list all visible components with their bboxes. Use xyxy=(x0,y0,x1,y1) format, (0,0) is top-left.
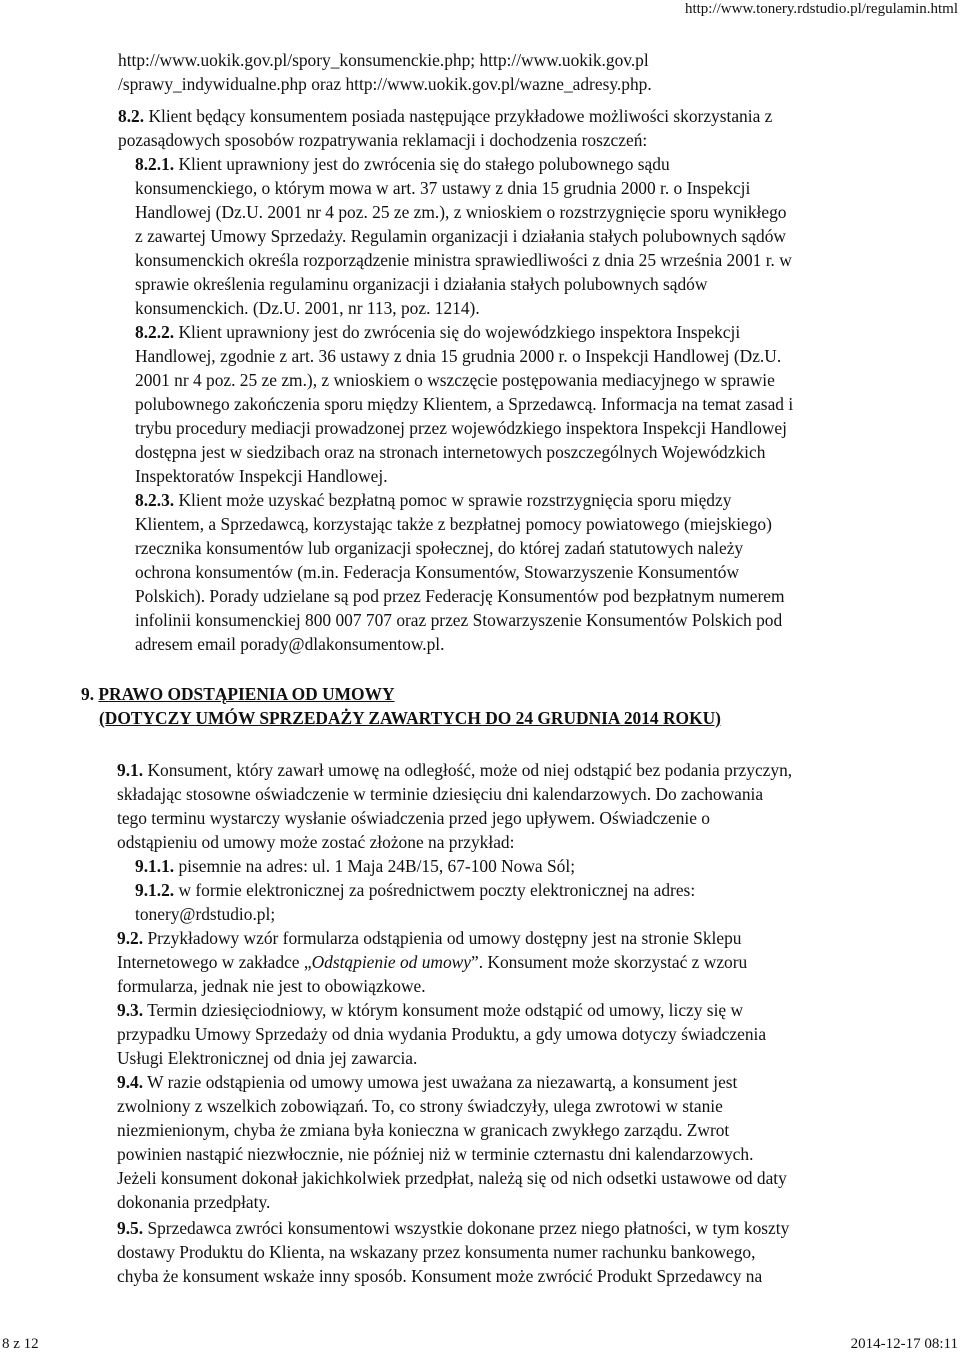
line-text: chyba że konsument wskaże inny sposób. Konsument może zwrócić Produkt Sprzedawcy na xyxy=(117,1266,763,1286)
clause-number: 9.2. xyxy=(117,928,144,948)
clause-number: 9.5. xyxy=(117,1218,144,1238)
text-line xyxy=(117,1142,753,1166)
text-line xyxy=(118,128,647,152)
line-text: Polskich). Porady udzielane są pod przez Federację Konsumentów pod bezpłatnym numerem xyxy=(135,586,785,606)
clause-number: 9. xyxy=(81,684,99,704)
text-line xyxy=(117,1070,737,1094)
line-text: Klient może uzyskać bezpłatną pomoc w sprawie rozstrzygnięcia sporu między xyxy=(174,490,732,510)
text-line xyxy=(117,1190,270,1214)
line-text: składając stosowne oświadczenie w terminie dziesięciu dni kalendarzowych. Do zachowania xyxy=(117,784,764,804)
clause-number: 8.2. xyxy=(118,106,145,126)
text-line xyxy=(135,464,388,488)
text-line xyxy=(135,512,772,536)
text-line xyxy=(135,200,787,224)
text-line xyxy=(135,320,740,344)
clause-number: 8.2.1. xyxy=(135,154,175,174)
line-text: Klient uprawniony jest do zwrócenia się do stałego polubownego sądu xyxy=(174,154,670,174)
line-text: Klient uprawniony jest do zwrócenia się do wojewódzkiego inspektora Inspekcji xyxy=(174,322,741,342)
text-line xyxy=(135,632,444,656)
text-line xyxy=(135,608,782,632)
line-text: Klient będący konsumentem posiada następujące przykładowe możliwości skorzystania z xyxy=(144,106,773,126)
page-number: 8 z 12 xyxy=(2,1336,39,1352)
line-text: w formie elektronicznej za pośrednictwem poczty elektronicznej na adres: xyxy=(174,880,696,900)
text-line xyxy=(117,758,792,782)
text-line xyxy=(135,878,695,902)
text-line xyxy=(117,1094,723,1118)
line-text: Handlowej, zgodnie z art. 36 ustawy z dnia 15 grudnia 2000 r. o Inspekcji Handlowej (Dz.U. xyxy=(135,346,782,366)
text-line xyxy=(135,368,775,392)
text-line xyxy=(135,344,781,368)
line-text: adresem email porady@dlakonsumentow.pl. xyxy=(135,634,445,654)
line-text: niezmienionym, chyba że zmiana była konieczna w granicach zwykłego zarządu. Zwrot xyxy=(117,1120,730,1140)
section-heading-line xyxy=(81,682,395,706)
text-line xyxy=(117,1166,787,1190)
line-text: Przykładowy wzór formularza odstąpienia od umowy dostępny jest na stronie Sklepu xyxy=(143,928,742,948)
line-text: formularza, jednak nie jest to obowiązkowe. xyxy=(117,976,426,996)
text-line xyxy=(117,998,743,1022)
text-line xyxy=(118,104,772,128)
line-text: tego terminu wystarczy wysłanie oświadczenia przed jego upływem. Oświadczenie o xyxy=(117,808,711,828)
line-text: zwolniony z wszelkich zobowiązań. To, co strony świadczyły, ulega zwrotowi w stanie xyxy=(117,1096,723,1116)
text-line xyxy=(135,584,785,608)
line-text: Internetowego w zakładce „ xyxy=(117,952,312,972)
line-text: /sprawy_indywidualne.php oraz http://www.uokik.gov.pl/wazne_adresy.php. xyxy=(118,74,652,94)
header-url: http://www.tonery.rdstudio.pl/regulamin.html xyxy=(684,1,958,17)
clause-number: 9.4. xyxy=(117,1072,144,1092)
line-text: http://www.uokik.gov.pl/spory_konsumenckie.php; http://www.uokik.gov.pl xyxy=(118,50,649,70)
clause-number: 8.2.2. xyxy=(135,322,175,342)
text-line xyxy=(135,854,575,878)
text-line xyxy=(135,392,793,416)
line-text: PRAWO ODSTĄPIENIA OD UMOWY xyxy=(98,684,395,704)
text-line xyxy=(135,176,750,200)
line-text: Klientem, a Sprzedawcą, korzystając także z bezpłatnej pomocy powiatowego (miejskiego) xyxy=(135,514,772,534)
line-text: powinien nastąpić niezwłocznie, nie później niż w terminie czternastu dni kalendarzowych. xyxy=(117,1144,754,1164)
line-text: Sprzedawca zwróci konsumentowi wszystkie dokonane przez niego płatności, w tym koszty xyxy=(143,1218,790,1238)
clause-number: 9.3. xyxy=(117,1000,144,1020)
line-text: Termin dziesięciodniowy, w którym konsument może odstąpić od umowy, liczy się w xyxy=(143,1000,744,1020)
text-line xyxy=(117,830,514,854)
text-line xyxy=(135,536,743,560)
text-line xyxy=(117,926,742,950)
text-line xyxy=(117,1046,417,1070)
line-text-rest: ”. Konsument może skorzystać z wzoru xyxy=(470,952,748,972)
line-text: odstąpieniu od umowy może zostać złożone na przykład: xyxy=(117,832,515,852)
text-line xyxy=(117,1240,755,1264)
text-line xyxy=(135,248,792,272)
text-line xyxy=(117,974,426,998)
line-text: konsumenckich określa rozporządzenie ministra sprawiedliwości z dnia 25 września 2001 r. w xyxy=(135,250,792,270)
section-heading-line xyxy=(99,706,721,730)
line-text: Inspektoratów Inspekcji Handlowej. xyxy=(135,466,388,486)
text-line xyxy=(135,902,275,926)
line-text: Konsument, który zawarł umowę na odległość, może od niej odstąpić bez podania przyczyn, xyxy=(143,760,793,780)
text-line xyxy=(117,1216,789,1240)
line-text: 2001 nr 4 poz. 25 ze zm.), z wnioskiem o wszczęcie postępowania mediacyjnego w sprawie xyxy=(135,370,775,390)
line-text: dostawy Produktu do Klienta, na wskazany przez konsumenta numer rachunku bankowego, xyxy=(117,1242,756,1262)
line-text: konsumenckiego, o którym mowa w art. 37 ustawy z dnia 15 grudnia 2000 r. o Inspekcji xyxy=(135,178,751,198)
line-text: pisemnie na adres: ul. 1 Maja 24B/15, 67-100 Nowa Sól; xyxy=(174,856,576,876)
line-text: (DOTYCZY UMÓW SPRZEDAŻY ZAWARTYCH DO 24 GRUDNIA 2014 ROKU) xyxy=(99,708,721,728)
line-text: polubownego zakończenia sporu między Klientem, a Sprzedawcą. Informacja na temat zasad i xyxy=(135,394,794,414)
text-line xyxy=(135,272,707,296)
text-line xyxy=(135,488,731,512)
text-line xyxy=(118,48,649,72)
text-line xyxy=(135,440,765,464)
clause-number: 9.1.1. xyxy=(135,856,175,876)
text-line xyxy=(118,72,652,96)
text-line xyxy=(117,782,763,806)
line-text: dokonania przedpłaty. xyxy=(117,1192,271,1212)
line-text: konsumenckich. (Dz.U. 2001, nr 113, poz. 1214). xyxy=(135,298,480,318)
clause-number: 9.1. xyxy=(117,760,144,780)
line-text: infolinii konsumenckiej 800 007 707 oraz przez Stowarzyszenie Konsumentów Polskich pod xyxy=(135,610,783,630)
line-text: sprawie określenia regulaminu organizacji i działania stałych polubownych sądów xyxy=(135,274,708,294)
text-line xyxy=(117,806,710,830)
text-line xyxy=(135,224,786,248)
line-text: pozasądowych sposobów rozpatrywania reklamacji i dochodzenia roszczeń: xyxy=(118,130,648,150)
text-line xyxy=(117,1022,766,1046)
line-text: tonery@rdstudio.pl; xyxy=(135,904,276,924)
text-line xyxy=(135,416,787,440)
text-line xyxy=(135,152,670,176)
line-text: W razie odstąpienia od umowy umowa jest uważana za niezawartą, a konsument jest xyxy=(143,1072,738,1092)
line-text: przypadku Umowy Sprzedaży od dnia wydania Produktu, a gdy umowa dotyczy świadczenia xyxy=(117,1024,767,1044)
text-line xyxy=(117,1264,762,1288)
text-line xyxy=(117,1118,729,1142)
print-datetime: 2014-12-17 08:11 xyxy=(850,1336,958,1352)
line-text: rzecznika konsumentów lub organizacji społecznej, do której zadań statutowych należy xyxy=(135,538,744,558)
text-line xyxy=(135,296,480,320)
line-text: z zawartej Umowy Sprzedaży. Regulamin organizacji i działania stałych polubownych sądów xyxy=(135,226,786,246)
line-text: trybu procedury mediacji prowadzonej przez wojewódzkiego inspektora Inspekcji Handlowej xyxy=(135,418,787,438)
italic-tab-name: Odstąpienie od umowy xyxy=(311,952,471,972)
line-text: Usługi Elektronicznej od dnia jej zawarcia. xyxy=(117,1048,418,1068)
text-line xyxy=(135,560,739,584)
clause-number: 8.2.3. xyxy=(135,490,175,510)
text-line xyxy=(117,950,747,974)
line-text: Jeżeli konsument dokonał jakichkolwiek przedpłat, należą się od nich odsetki ustawowe od daty xyxy=(117,1168,787,1188)
line-text: Handlowej (Dz.U. 2001 nr 4 poz. 25 ze zm.), z wnioskiem o rozstrzygnięcie sporu wynikłego xyxy=(135,202,787,222)
clause-number: 9.1.2. xyxy=(135,880,175,900)
line-text: dostępna jest w siedzibach oraz na stronach internetowych poszczególnych Wojewódzkich xyxy=(135,442,766,462)
line-text: ochrona konsumentów (m.in. Federacja Konsumentów, Stowarzyszenie Konsumentów xyxy=(135,562,740,582)
